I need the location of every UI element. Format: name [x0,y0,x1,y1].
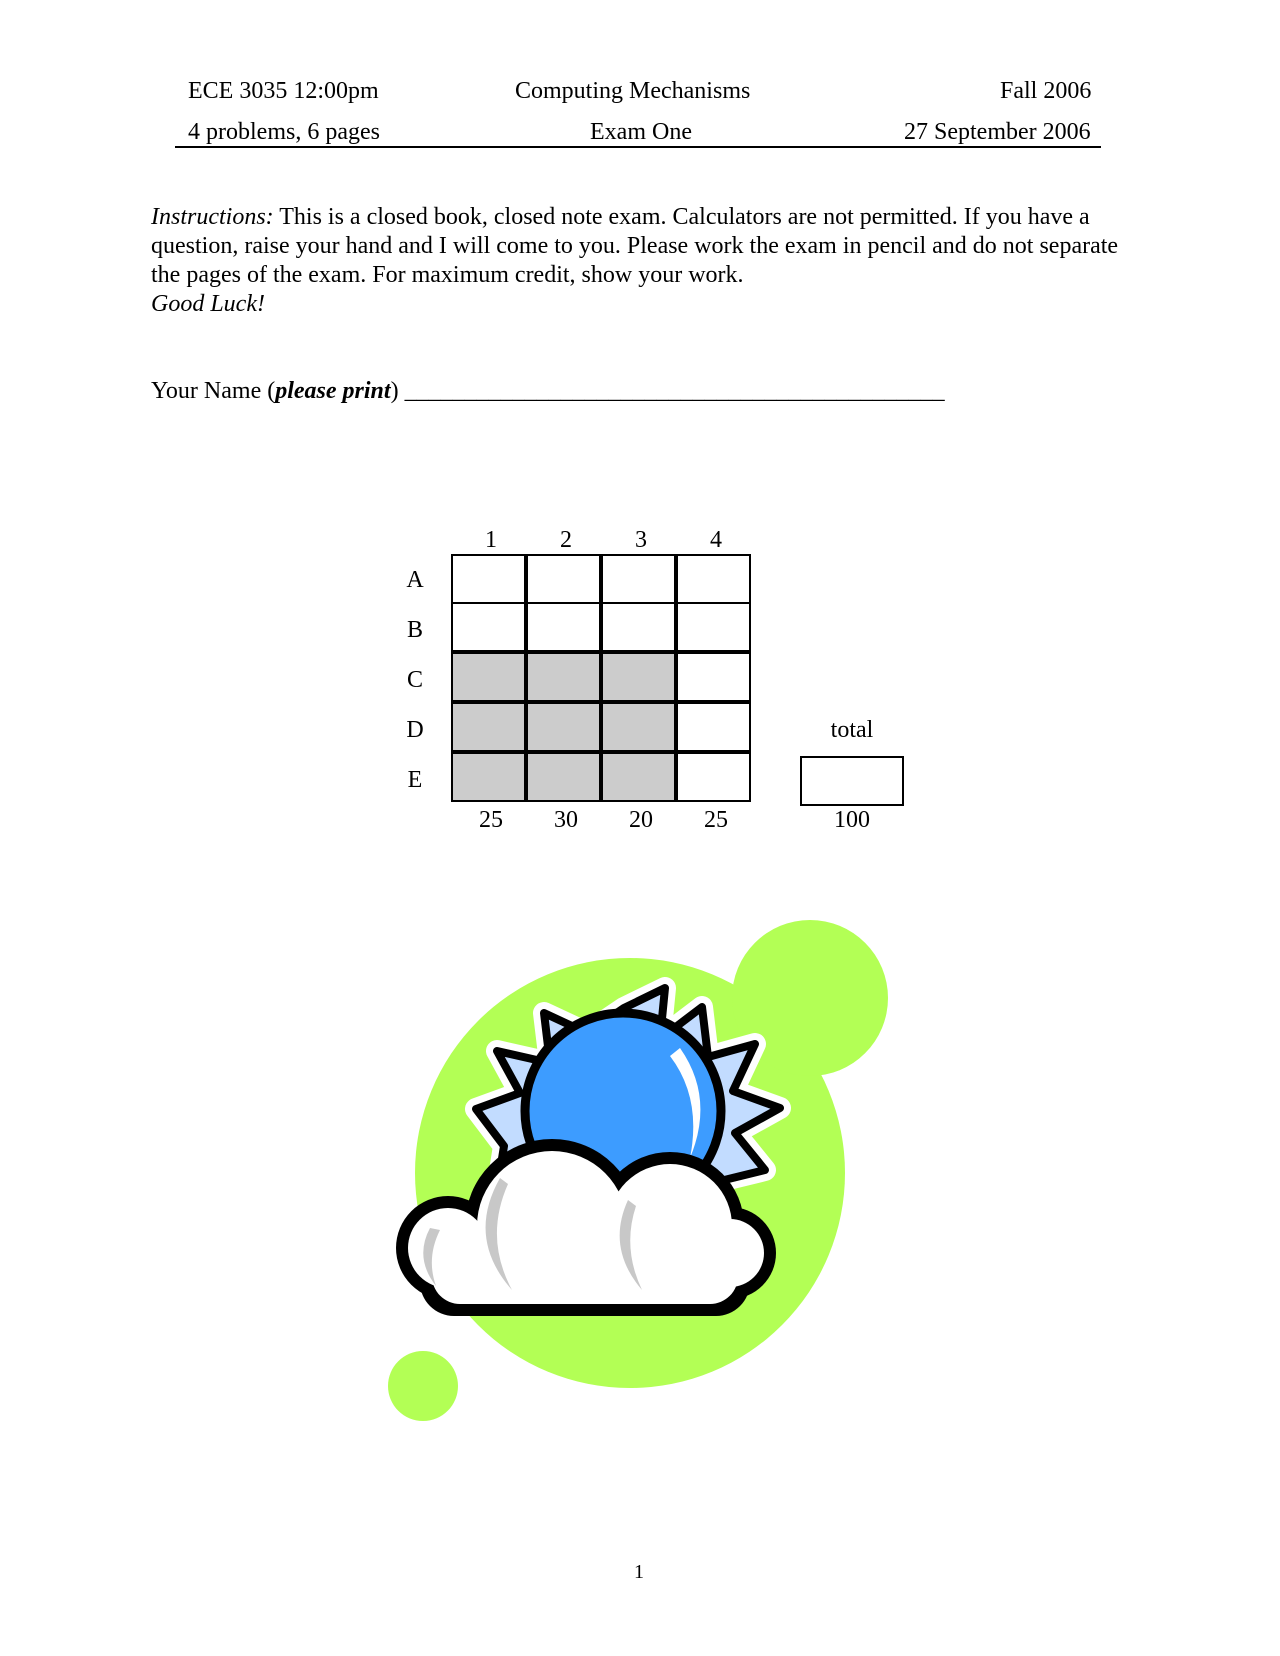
row-header: E [407,767,423,793]
row-header: D [406,717,424,743]
column-points: 20 [629,807,653,833]
problems-count: 4 problems, 6 pages [188,119,380,145]
score-cell-a2[interactable] [526,554,601,604]
row-header: A [406,567,424,593]
score-cell-e4[interactable] [676,752,751,802]
column-header: 1 [485,527,497,553]
term-label: Fall 2006 [1000,78,1092,104]
good-luck: Good Luck! [151,291,265,317]
score-cell-a4[interactable] [676,554,751,604]
header-rule [175,146,1101,148]
score-cell-a3[interactable] [601,554,676,604]
row-header: C [406,667,423,693]
course-label: ECE 3035 12:00pm [188,78,379,104]
column-points: 25 [479,807,503,833]
row-header: B [406,617,423,643]
column-header: 2 [560,527,572,553]
exam-date: 27 September 2006 [904,119,1091,145]
name-label-prefix: Your Name ( [151,378,276,404]
name-blank-line[interactable]: _____________________________________________ [404,378,945,404]
score-cell-c4[interactable] [676,652,751,702]
score-cell-c3 [601,652,676,702]
total-label: total [830,717,874,743]
score-cell-b3[interactable] [601,602,676,652]
column-header: 3 [635,527,647,553]
course-title: Computing Mechanisms [515,78,751,104]
score-cell-b2[interactable] [526,602,601,652]
score-cell-e3 [601,752,676,802]
score-cell-d3 [601,702,676,752]
page-number: 1 [634,1561,644,1583]
score-cell-b1[interactable] [451,602,526,652]
score-cell-d4[interactable] [676,702,751,752]
instructions-text: This is a closed book, closed note exam. Calculators are not permitted. If you have a question, raise your hand and I will come to you. Please work the exam in pencil and do not separate the pages of the exam. For maximum credit, show your work. [151,204,1119,288]
score-cell-e2 [526,752,601,802]
name-field[interactable] [151,377,945,406]
score-cell-d1 [451,702,526,752]
name-label-emphasis: please print [275,378,391,404]
exam-title: Exam One [590,119,692,145]
score-cell-d2 [526,702,601,752]
score-cell-c2 [526,652,601,702]
score-cell-a1[interactable] [451,554,526,604]
score-cell-e1 [451,752,526,802]
instructions-block [151,203,1141,319]
instructions-label: Instructions: [151,204,274,230]
column-header: 4 [710,527,722,553]
column-points: 30 [554,807,578,833]
total-score-box[interactable] [800,756,904,806]
total-points: 100 [834,807,870,833]
name-label-suffix: ) [390,378,399,404]
column-points: 25 [704,807,728,833]
sun-cloud-clipart [380,908,900,1428]
score-cell-b4[interactable] [676,602,751,652]
score-cell-c1 [451,652,526,702]
